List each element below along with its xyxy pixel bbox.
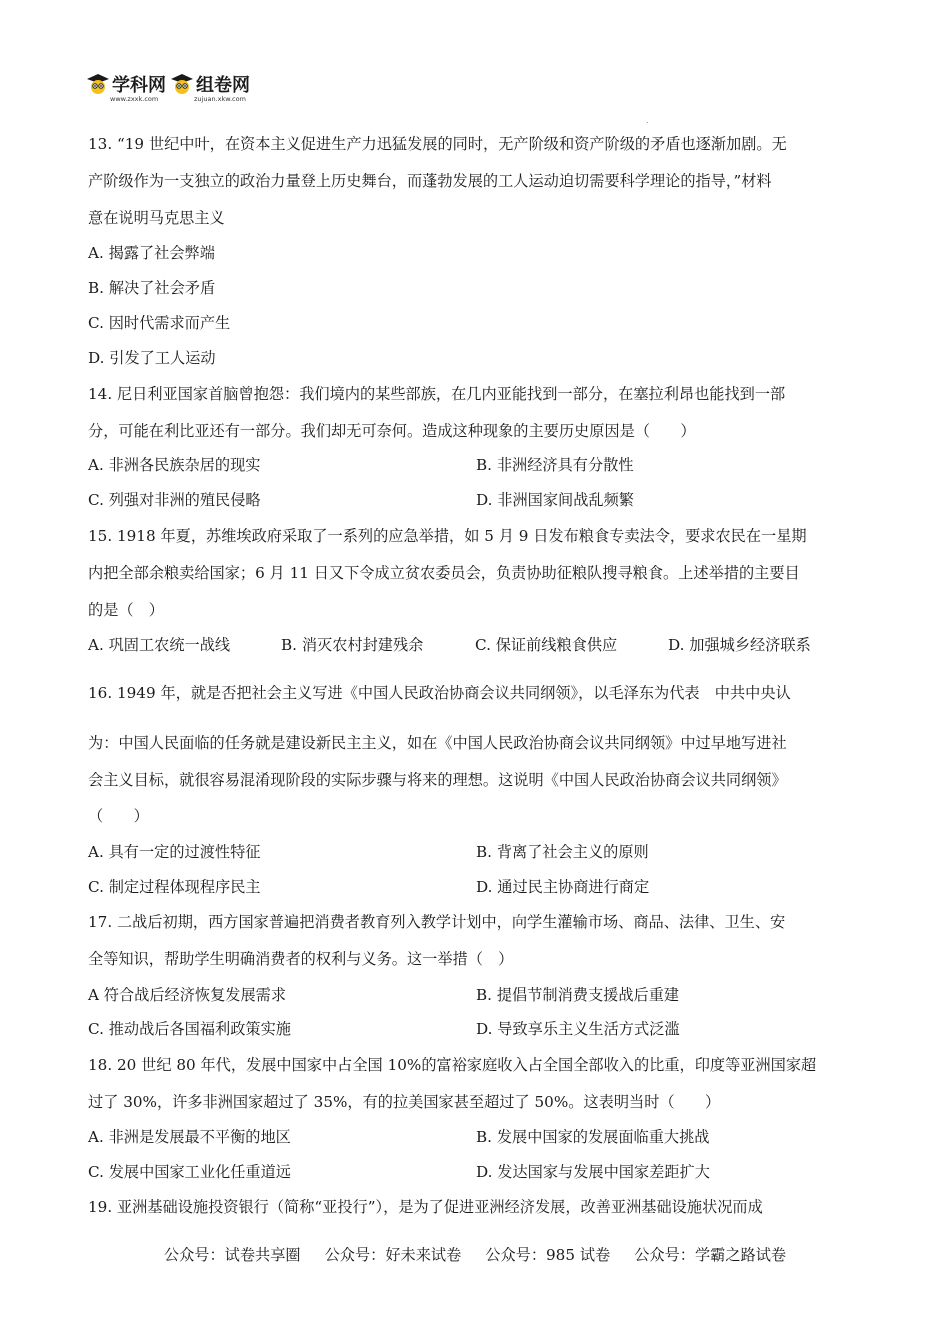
question-18-option-c: C. 发展中国家工业化任重道远 <box>88 1163 291 1181</box>
header-logo <box>86 70 250 104</box>
question-14-option-a: A. 非洲各民族杂居的现实 <box>88 456 261 474</box>
footer-account: 公众号：学霸之路试卷 <box>634 1246 787 1264</box>
footer-account: 公众号：985 试卷 <box>485 1246 611 1264</box>
question-16-option-b: B. 背离了社会主义的原则 <box>476 843 649 861</box>
question-14-stem-line: 分，可能在利比亚还有一部分。我们却无可奈何。造成这种现象的主要历史原因是（ ） <box>88 422 696 440</box>
question-16-stem-line: （ ） <box>88 807 149 825</box>
logo-zujuan <box>170 71 250 103</box>
question-18-stem-line: 18. 20 世纪 80 年代，发展中国家中占全国 10%的富裕家庭收入占全国全部收入的比重，印度等亚洲国家超 <box>88 1056 817 1074</box>
question-13-option-a: A. 揭露了社会弊端 <box>88 244 215 262</box>
question-13-option-c: C. 因时代需求而产生 <box>88 314 231 332</box>
logo-zxxk <box>86 71 166 103</box>
question-13-option-d: D. 引发了工人运动 <box>88 349 216 367</box>
footer-account: 公众号：好未来试卷 <box>324 1246 462 1264</box>
logo-zujuan-name: 组卷网 <box>196 75 250 96</box>
question-16-stem-line: 会主义目标，就很容易混淆现阶段的实际步骤与将来的理想。这说明《中国人民政治协商会议共同纲领》 <box>88 771 787 789</box>
question-15-option-c: C. 保证前线粮食供应 <box>475 636 618 654</box>
question-15-stem-line: 内把全部余粮卖给国家；6 月 11 日又下令成立贫农委员会，负责协助征粮队搜寻粮食。上述举措的主要目 <box>88 564 800 582</box>
question-15-option-b: B. 消灭农村封建残余 <box>281 636 424 654</box>
question-17-stem-line: 全等知识，帮助学生明确消费者的权利与义务。这一举措（ ） <box>88 950 514 968</box>
graduation-cap-owl-icon <box>170 72 194 96</box>
logo-zxxk-name: 学科网 <box>112 75 166 96</box>
question-16-option-d: D. 通过民主协商进行商定 <box>476 878 650 896</box>
question-15-option-d: D. 加强城乡经济联系 <box>668 636 811 654</box>
question-13-stem-line: 13. “19 世纪中叶，在资本主义促进生产力迅猛发展的同时，无产阶级和资产阶级的矛盾也逐渐加剧。无 <box>88 135 787 153</box>
question-15-stem-line: 的是（ ） <box>88 601 164 619</box>
question-13-stem-line: 产阶级作为一支独立的政治力量登上历史舞台，而蓬勃发展的工人运动迫切需要科学理论的指导，”材料 <box>88 172 772 190</box>
question-18-option-a: A. 非洲是发展最不平衡的地区 <box>88 1128 291 1146</box>
question-17-option-d: D. 导致享乐主义生活方式泛滥 <box>476 1020 680 1038</box>
question-16-option-c: C. 制定过程体现程序民主 <box>88 878 261 896</box>
graduation-cap-owl-icon <box>86 72 110 96</box>
question-17-option-b: B. 提倡节制消费支援战后重建 <box>476 986 680 1004</box>
question-14-stem-line: 14. 尼日利亚国家首脑曾抱怨：我们境内的某些部族，在几内亚能找到一部分，在塞拉利昂也能找到一部 <box>88 385 786 403</box>
footer <box>0 1244 950 1265</box>
logo-zxxk-url: www.zxxk.com <box>110 95 159 103</box>
question-16-stem-line: 16. 1949 年，就是否把社会主义写进《中国人民政治协商会议共同纲领》，以毛泽东为代表 中共中央认 <box>88 684 791 702</box>
question-14-option-c: C. 列强对非洲的殖民侵略 <box>88 491 261 509</box>
question-15-option-a: A. 巩固工农统一战线 <box>88 636 231 654</box>
question-13-option-b: B. 解决了社会矛盾 <box>88 279 216 297</box>
header-dot: . <box>646 116 649 125</box>
question-15-stem-line: 15. 1918 年夏，苏维埃政府采取了一系列的应急举措，如 5 月 9 日发布粮食专卖法令，要求农民在一星期 <box>88 527 807 545</box>
question-19-stem-line: 19. 亚洲基础设施投资银行（简称“亚投行”），是为了促进亚洲经济发展，改善亚洲基础设施状况而成 <box>88 1198 763 1216</box>
question-17-option-c: C. 推动战后各国福利政策实施 <box>88 1020 291 1038</box>
question-17-stem-line: 17. 二战后初期，西方国家普遍把消费者教育列入教学计划中，向学生灌输市场、商品、法律、卫生、安 <box>88 913 786 931</box>
question-14-option-b: B. 非洲经济具有分散性 <box>476 456 634 474</box>
question-13-stem-line: 意在说明马克思主义 <box>88 209 225 227</box>
question-14-option-d: D. 非洲国家间战乱频繁 <box>476 491 634 509</box>
footer-account: 公众号：试卷共享圈 <box>163 1246 301 1264</box>
question-17-option-a: A 符合战后经济恢复发展需求 <box>88 986 287 1004</box>
logo-zujuan-url: zujuan.xkw.com <box>194 95 246 103</box>
question-16-option-a: A. 具有一定的过渡性特征 <box>88 843 261 861</box>
question-18-option-d: D. 发达国家与发展中国家差距扩大 <box>476 1163 710 1181</box>
question-18-option-b: B. 发展中国家的发展面临重大挑战 <box>476 1128 710 1146</box>
question-16-stem-line: 为：中国人民面临的任务就是建设新民主主义，如在《中国人民政治协商会议共同纲领》中过早地写进社 <box>88 734 787 752</box>
question-18-stem-line: 过了 30%，许多非洲国家超过了 35%，有的拉美国家甚至超过了 50%。这表明当时（ ） <box>88 1093 721 1111</box>
